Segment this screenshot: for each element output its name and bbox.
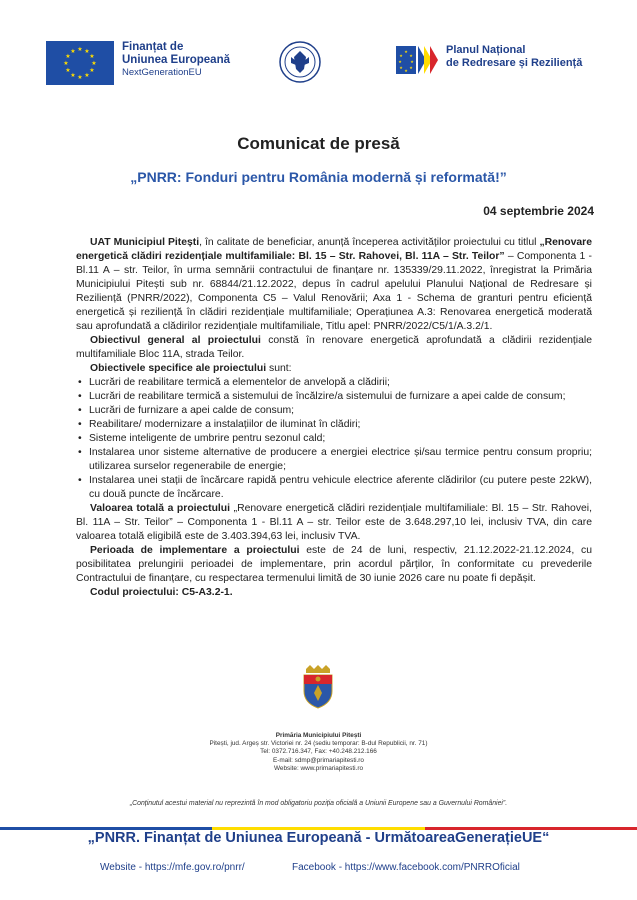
eu-line3: NextGenerationEU [122, 67, 202, 78]
eu-line1: Finanțat de [122, 41, 184, 53]
list-item: • Instalarea unor sisteme alternative de producere a energiei electrice și/sau termice pentru consum propriu; utilizarea surselor regenerabile de energie; [76, 446, 592, 474]
svg-text:★: ★ [409, 53, 413, 58]
general-objective-label: Obiectivul general al proiectului [90, 335, 261, 346]
svg-text:★: ★ [91, 60, 97, 67]
svg-text:★: ★ [89, 53, 95, 60]
project-code: Codul proiectului: C5-A3.2-1. [90, 587, 233, 598]
svg-text:★: ★ [70, 48, 76, 55]
disclaimer: „Conținutul acestui material nu reprezintă în mod obligatoriu poziția oficială a Uniunii Europene sau a Guvernului României”. [129, 800, 508, 807]
pnrr-label [446, 44, 616, 70]
svg-text:★: ★ [399, 65, 403, 70]
svg-text:★: ★ [84, 48, 90, 55]
objectives-list [76, 376, 592, 502]
svg-text:★: ★ [89, 67, 95, 74]
beneficiary-name: UAT Municipiul Pitești [90, 237, 200, 248]
page-title: Comunicat de presă [237, 134, 400, 153]
paragraph-total-value [76, 502, 592, 544]
pnrr-line2: de Redresare și Reziliență [446, 57, 583, 69]
institution-email: E-mail: sdmp@primariapitesti.ro [272, 756, 364, 764]
implementation-period-text: este de 24 de luni, respectiv, 21.12.2022-21.12.2024, cu posibilitatea prelungirii perioadei de implementare, prin acordul părților, în conformitate cu prevederile Contractului de finanțare, cu respectarea termenului limită de 30 iunie 2026 care nu poate fi depășit. [76, 545, 592, 584]
specific-objectives-text: sunt: [266, 363, 292, 374]
svg-text:★: ★ [77, 46, 83, 53]
footer-stripe [0, 817, 637, 820]
total-value-label: Valoarea totală a proiectului [90, 503, 231, 514]
institution-phone: Tel: 0372.716.347, Fax: +40.248.212.166 [260, 748, 377, 756]
intro-text-2: – Componenta 1 - Bl.11 A – str. Teilor, în urma semnării contractului de finanțare nr. 135339/29.11.2022, înregistrat la Primăria Municipiului Pitești sub nr. 68844/21.12.2022, depus în cadrul apelului Planului Național de Redresare și Reziliență (PNRR/2022), Componenta C5 – Valul Renovării; Axa 1 - Schema de granturi pentru eficiență energetică și reziliență în clădiri rezidențiale multifamiliale; Operațiunea A.3: Renovarea energetică moderată sau aprofundată a clădirilor rezidențiale multifamiliale, Titlu apel: PNRR/2022/C5/1/A.3.2/1. [76, 251, 592, 332]
svg-text:★: ★ [409, 65, 413, 70]
paragraph-implementation-period [76, 544, 592, 586]
project-title: „Renovare energetică clădiri rezidențiale multifamiliale: Bl. 15 – Str. Rahovei, Bl. 11A – Str. Teilor” [76, 237, 592, 262]
list-item: • Lucrări de reabilitare termică a elementelor de anvelopă a clădirii; [76, 376, 592, 390]
list-item: • Instalarea unei stații de încărcare rapidă pentru vehicule electrice aferente clădirilor (cu putere peste 22kW), cu două puncte de încărcare. [76, 474, 592, 502]
footer-website-link[interactable]: Website - https://mfe.gov.ro/pnrr/ [100, 862, 245, 873]
svg-text:★: ★ [398, 59, 402, 64]
pitesti-coat-of-arms-icon [300, 665, 336, 709]
eu-line2: Uniunea Europeană [122, 54, 230, 66]
svg-text:★: ★ [410, 59, 414, 64]
pnrr-line1: Planul Național [446, 44, 526, 56]
pnrr-logo-icon [396, 44, 440, 76]
svg-text:★: ★ [63, 60, 69, 67]
eu-flag-icon [46, 41, 114, 85]
eu-funding-label [122, 41, 252, 79]
total-value-text: „Renovare energetică clădiri rezidențiale multifamiliale: Bl. 15 – Str. Rahovei, Bl. 11A – Str. Teilor” – Componenta 1 - Bl.11 A – str. Teilor este de 3.648.297,10 lei, inclusiv TVA, din care valoarea totală eligibilă este de 3.403.394,63 lei, inclusiv TVA. [76, 503, 592, 542]
general-objective-text: constă în renovare energetică aprofundată a clădirii rezidențiale multifamiliale Bloc 11A, strada Teilor. [76, 335, 592, 360]
list-item: • Lucrări de furnizare a apei calde de consum; [76, 404, 592, 418]
specific-objectives-label: Obiectivele specifice ale proiectului [90, 363, 267, 374]
footer-facebook-link[interactable]: Facebook - https://www.facebook.com/PNRROficial [292, 862, 520, 873]
list-item: • Sisteme inteligente de umbrire pentru sezonul cald; [76, 432, 592, 446]
implementation-period-label: Perioada de implementare a proiectului [90, 545, 300, 556]
svg-text:★: ★ [77, 74, 83, 81]
paragraph-general-objective [76, 334, 592, 362]
svg-text:★: ★ [84, 72, 90, 79]
svg-text:★: ★ [65, 67, 71, 74]
svg-text:★: ★ [404, 49, 408, 54]
list-item: • Lucrări de reabilitare termică a sistemului de încălzire/a sistemului de furnizare a apei calde de consum; [76, 390, 592, 404]
intro-text-1: , în calitate de beneficiar, anunță începerea activităților proiectului cu titlul [199, 237, 540, 248]
institution-website: Website: www.primariapitesti.ro [273, 764, 364, 772]
paragraph-intro [76, 236, 592, 334]
paragraph-specific-objectives [76, 362, 592, 376]
svg-text:★: ★ [404, 68, 408, 73]
svg-text:★: ★ [399, 53, 403, 58]
svg-text:★: ★ [65, 53, 71, 60]
guvernul-romaniei-seal-icon [279, 41, 321, 83]
institution-name: Primăria Municipiului Pitești [275, 732, 362, 739]
footer-slogan: „PNRR. Finanțat de Uniunea Europeană - UrmătoareaGenerațieUE“ [87, 830, 550, 846]
release-date: 04 septembrie 2024 [483, 204, 594, 218]
contact-block [0, 732, 637, 773]
svg-text:★: ★ [70, 72, 76, 79]
institution-address: Pitești, jud. Argeș str. Victoriei nr. 24 (sediu temporar: B-dul Republicii, nr. 71) [209, 740, 428, 748]
press-release-body [76, 236, 592, 600]
page-subtitle: „PNRR: Fonduri pentru România modernă și reformată!” [130, 169, 507, 185]
list-item: • Reabilitare/ modernizare a instalațiilor de iluminat în clădiri; [76, 418, 592, 432]
